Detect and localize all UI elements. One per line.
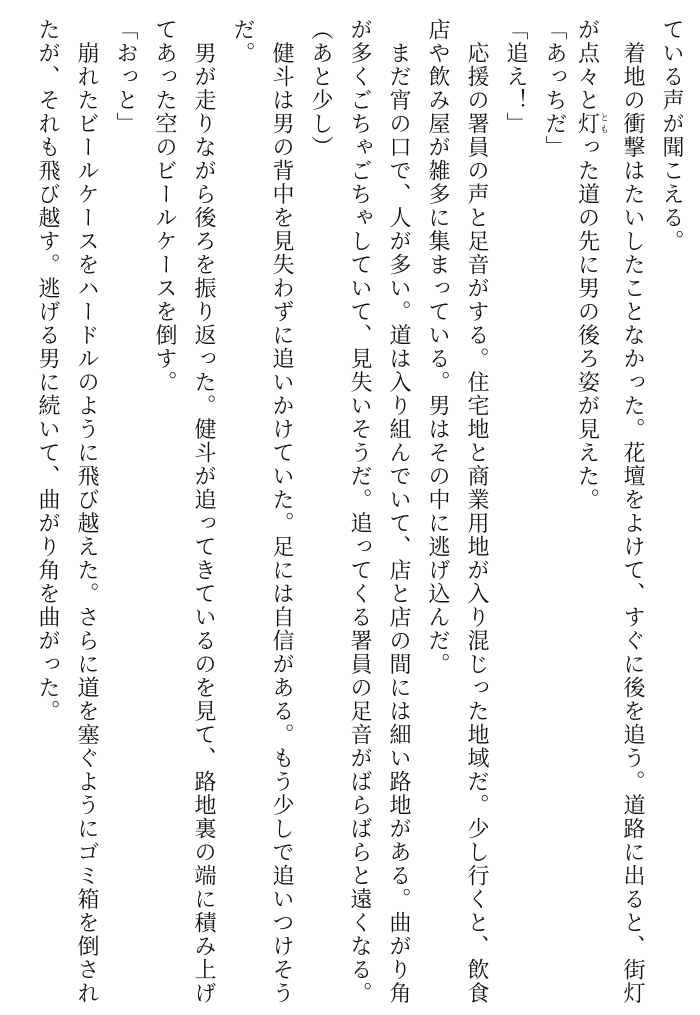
text-line: 「おっと」 xyxy=(113,18,138,136)
text-line: 応援の署員の声と足音がする。住宅地と商業用地が入り混じった地域だ。少し行くと、飲食 xyxy=(464,18,489,1005)
text-line: 崩れたビールケースをハードルのように飛び越えた。さらに道を塞ぐようにゴミ箱を倒され xyxy=(74,18,99,1005)
text-line: 「あっちだ」 xyxy=(542,18,567,159)
text-line: だ。 xyxy=(230,18,255,65)
text-line: 店や飲み屋が雑多に集まっている。男はその中に逃げ込んだ。 xyxy=(425,18,450,676)
text-line: 健斗は男の背中を見失わずに追いかけていた。足には自信がある。もう少しで追いつけそう xyxy=(269,18,294,1005)
text-line: てあった空のビールケースを倒す。 xyxy=(152,18,177,394)
text-line: が多くごちゃごちゃしていて、見失いそうだ。追ってくる署員の足音がばらばらと遠くなる。 xyxy=(347,18,372,1005)
text-line: （あと少し） xyxy=(308,18,333,159)
text-line: ている声が聞こえる。 xyxy=(659,18,684,253)
text-line: まだ宵の口で、人が多い。道は入り組んでいて、店と店の間には細い路地がある。曲がり角 xyxy=(386,18,411,1005)
text-line: 男が走りながら後ろを振り返った。健斗が追ってきているのを見て、路地裏の端に積み上げ xyxy=(191,18,216,1005)
text-line-with-ruby: が点々と灯ともった道の先に男の後ろ姿が見えた。 xyxy=(574,18,608,512)
text-line: 「追え！」 xyxy=(503,18,528,136)
text-line: 着地の衝撃はたいしたことなかった。花壇をよけて、すぐに後を追う。道路に出ると、街灯 xyxy=(620,18,645,1005)
furigana-reading: とも xyxy=(598,112,608,136)
furigana-word: 灯とも xyxy=(574,112,608,136)
text-line: たが、それも飛び越す。逃げる男に続いて、曲がり角を曲がった。 xyxy=(35,18,60,723)
